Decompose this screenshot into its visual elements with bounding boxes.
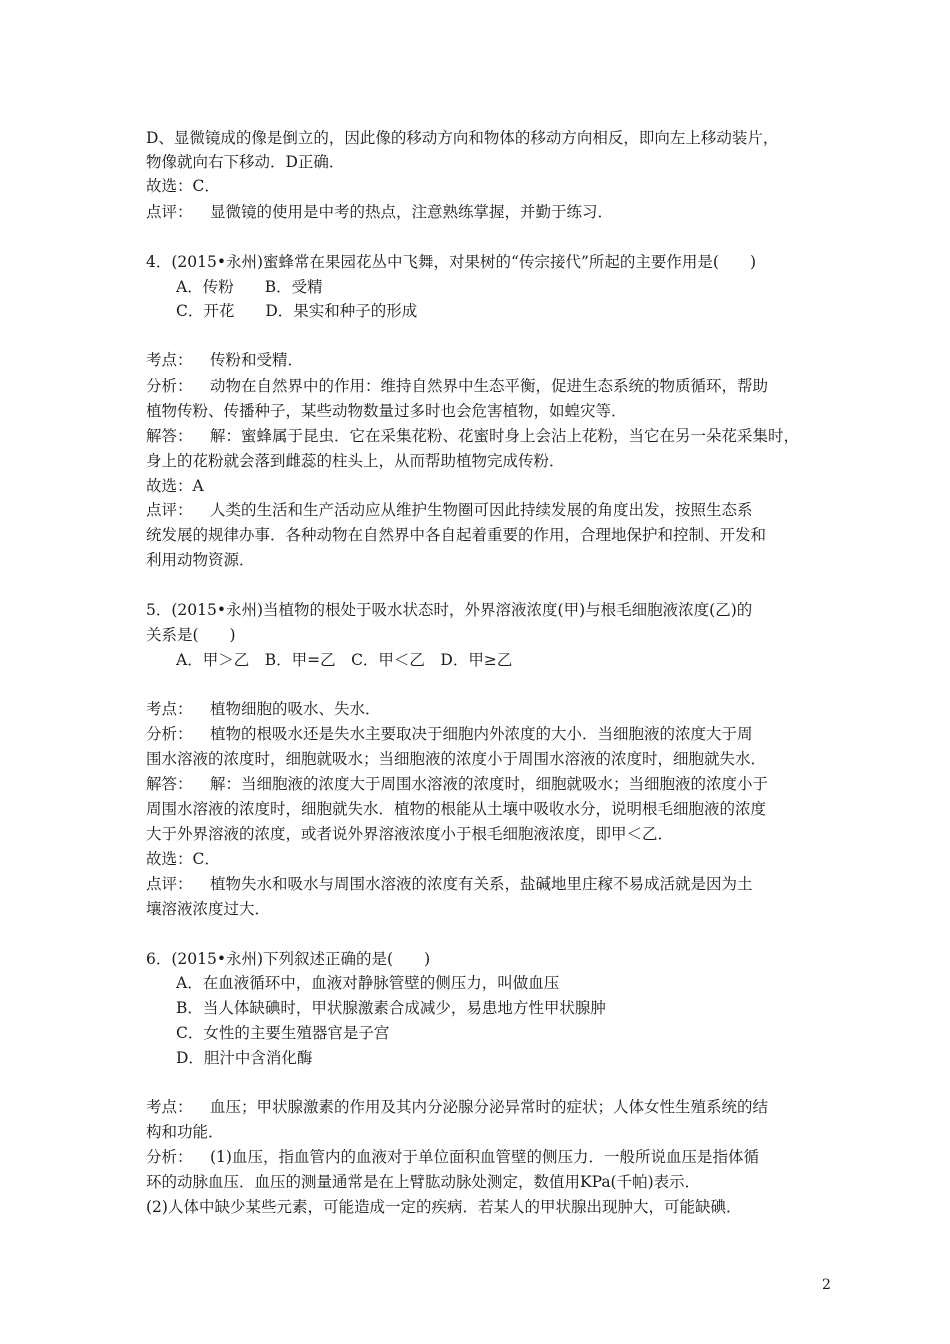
review-text: 植物失水和吸水与周围水溶液的浓度有关系，盐碱地里庄稼不易成活就是因为土 [210, 875, 753, 893]
review-text: 显微镜的使用是中考的热点，注意熟练掌握，并勤于练习． [210, 203, 614, 221]
text-line: 周围水溶液的浓度时，细胞就失水．植物的根能从土壤中吸收水分，说明根毛细胞液的浓度 [146, 800, 767, 818]
text-line [146, 874, 753, 894]
label-analysis: 分析： [146, 725, 193, 743]
text-line: 环的动脉血压．血压的测量通常是在上臂肱动脉处测定，数值用KPa(千帕)表示． [146, 1173, 701, 1191]
label-analysis: 分析： [146, 377, 193, 395]
text-line: 物像就向右下移动．D正确． [146, 153, 345, 171]
text-line [146, 500, 753, 520]
question-4-options: A．传粉 B．受精 [176, 278, 323, 296]
question-6-option-c: C．女性的主要生殖器官是子宫 [176, 1024, 390, 1042]
text-line: D、显微镜成的像是倒立的，因此像的移动方向和物体的移动方向相反，即向左上移动装片， [146, 129, 779, 147]
question-6-option-d: D．胆汁中含消化酶 [176, 1049, 313, 1067]
text-line: 身上的花粉就会落到雌蕊的柱头上，从而帮助植物完成传粉． [146, 452, 565, 470]
text-line: 统发展的规律办事．各种动物在自然界中各自起着重要的作用，合理地保护和控制、开发和 [146, 526, 767, 544]
knowledge-point-text: 植物细胞的吸水、失水． [210, 700, 381, 718]
analysis-text: 植物的根吸水还是失水主要取决于细胞内外浓度的大小．当细胞液的浓度大于周 [210, 725, 753, 743]
text-line [146, 774, 768, 794]
label-review: 点评： [146, 203, 193, 221]
text-line: 围水溶液的浓度时，细胞就吸水；当细胞液的浓度小于周围水溶液的浓度时，细胞就失水． [146, 750, 767, 768]
answer-text: 解：蜜蜂属于昆虫．它在采集花粉、花蜜时身上会沾上花粉，当它在另一朵花采集时， [210, 427, 800, 445]
text-line [146, 350, 303, 370]
question-4-stem: 4．(2015•永州)蜜蜂常在果园花丛中飞舞，对果树的“传宗接代”所起的主要作用是( ) [146, 253, 756, 271]
label-review: 点评： [146, 501, 193, 519]
text-line [146, 376, 768, 396]
label-knowledge-point: 考点： [146, 351, 193, 369]
analysis-text: 动物在自然界中的作用：维持自然界中生态平衡，促进生态系统的物质循环，帮助 [210, 377, 769, 395]
text-line: 利用动物资源． [146, 551, 255, 569]
text-line [146, 1097, 768, 1117]
text-line [146, 426, 799, 446]
text-line: (2)人体中缺少某些元素，可能造成一定的疾病．若某人的甲状腺出现肿大，可能缺碘． [146, 1198, 742, 1216]
knowledge-point-text: 血压；甲状腺激素的作用及其内分泌腺分泌异常时的症状；人体女性生殖系统的结 [210, 1098, 769, 1116]
text-line [146, 202, 613, 222]
text-line: 植物传粉、传播种子，某些动物数量过多时也会危害植物，如蝗灾等． [146, 402, 627, 420]
question-6-option-b: B．当人体缺碘时，甲状腺激素合成减少，易患地方性甲状腺肿 [176, 999, 606, 1017]
text-line: 构和功能． [146, 1123, 224, 1141]
label-knowledge-point: 考点： [146, 1098, 193, 1116]
question-6-option-a: A．在血液循环中，血液对静脉管壁的侧压力，叫做血压 [176, 974, 560, 992]
question-4-options: C．开花 D．果实和种子的形成 [176, 302, 418, 320]
text-line: 壤溶液浓度过大． [146, 900, 271, 918]
analysis-text: (1)血压，指血管内的血液对于单位面积血管壁的侧压力．一般所说血压是指体循 [210, 1148, 759, 1166]
question-6-stem: 6．(2015•永州)下列叙述正确的是( ) [146, 950, 431, 968]
question-5-stem: 5．(2015•永州)当植物的根处于吸水状态时，外界溶液浓度(甲)与根毛细胞液浓度(乙)的 [146, 601, 753, 619]
label-answer: 解答： [146, 427, 193, 445]
label-knowledge-point: 考点： [146, 700, 193, 718]
question-5-options: A．甲＞乙 B．甲=乙 C．甲＜乙 D．甲≥乙 [176, 651, 513, 669]
answer-text: 解：当细胞液的浓度大于周围水溶液的浓度时，细胞就吸水；当细胞液的浓度小于 [210, 775, 769, 793]
text-line: 大于外界溶液的浓度，或者说外界溶液浓度小于根毛细胞液浓度，即甲＜乙． [146, 825, 674, 843]
text-line [146, 724, 753, 744]
text-line: 故选：C． [146, 850, 220, 868]
label-review: 点评： [146, 875, 193, 893]
text-line [146, 1147, 759, 1167]
knowledge-point-text: 传粉和受精． [210, 351, 304, 369]
label-answer: 解答： [146, 775, 193, 793]
text-line [146, 699, 381, 719]
text-line: 故选：A [146, 477, 204, 495]
review-text: 人类的生活和生产活动应从维护生物圈可因此持续发展的角度出发，按照生态系 [210, 501, 753, 519]
page-number: 2 [822, 1277, 831, 1293]
text-line: 故选：C． [146, 177, 220, 195]
label-analysis: 分析： [146, 1148, 193, 1166]
text-line: 关系是( ) [146, 626, 236, 644]
